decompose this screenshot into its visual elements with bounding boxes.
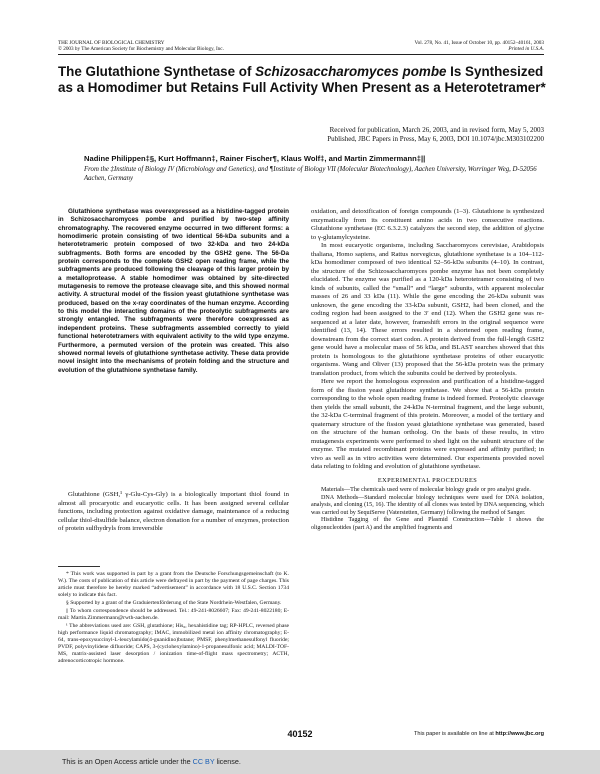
journal-name: THE JOURNAL OF BIOLOGICAL CHEMISTRY bbox=[58, 40, 165, 46]
methods-paragraph: DNA Methods—Standard molecular biology techniques were used for DNA isolation, analysis, and cloning (15, 16). The identity of all clones was tested by DNA sequencing, which was carried out by SequiServe (Vaterstetten, Germany) following the method of Sanger. bbox=[311, 494, 544, 516]
footnote-funding: * This work was supported in part by a grant from the Deutsche Forschungsgemeinschaft (to K. W.). The costs of publication of this article were defrayed in part by the payment of page charges. This article must therefore be hereby marked “advertisement” in accordance with 18 U.S.C. Section 1734 solely to indicate this fact. bbox=[58, 571, 289, 598]
article-title bbox=[58, 64, 548, 95]
copyright-line: © 2003 by The American Society for Biochemistry and Molecular Biology, Inc. bbox=[58, 46, 224, 53]
footnote-abbreviations: ¹ The abbreviations used are: GSH, glutathione; His₆, hexahistidine tag; RP-HPLC, reversed phase high performance liquid chromatography; IMAC, immobilized metal ion affinity chromatography; E-64, trans-epoxysuccinyl-L-leucylamido(4-guanidino)butane; PMSF, phenylmethanesulfonyl fluoride; PVDF, polyvinylidene difluoride; CAPS, 3-(cyclohexylamino)-1-propanesulfonic acid; MALDI-TOF-MS, matrix-assisted laser desorption / ionization time-of-flight mass spectrometry; ACTH, adrenocorticotropic hormone. bbox=[58, 623, 289, 664]
availability-line bbox=[414, 731, 544, 737]
footnotes bbox=[58, 571, 289, 666]
methods-paragraph: Histidine Tagging of the Gene and Plasmid Construction—Table I shows the oligonucleotides (part A) and the amplified fragments and bbox=[311, 517, 544, 531]
affiliation: From the ‡Institute of Biology IV (Microbiology and Genetics), and ¶Institute of Biology VII (Molecular Biotechnology), Aachen University, Worringer Weg, D-52056 Aachen, Germany bbox=[84, 166, 537, 182]
journal-header bbox=[58, 40, 224, 53]
printed-line: Printed in U.S.A. bbox=[508, 46, 544, 53]
footnote-rule bbox=[58, 566, 100, 567]
open-access-notice bbox=[62, 757, 241, 766]
author-list: Nadine Philippen‡§, Kurt Hoffmann‡, Rainer Fischer¶, Klaus Wolf‡, and Martin Zimmermann‡|| bbox=[84, 154, 426, 163]
volume-line: Vol. 278, No. 41, Issue of October 10, pp. 40152–40161, 2003 bbox=[414, 40, 544, 46]
journal-link[interactable]: http://www.jbc.org bbox=[495, 731, 544, 737]
abstract: Glutathione synthetase was overexpressed as a histidine-tagged protein in Schizosaccharomyces pombe and purified by two-step affinity chromatography. The recovered enzyme occurred in two different forms: a homodimeric protein consisting of two identical 56-kDa subunits and a heterotetrameric protein composed of two 32-kDa and two 24-kDa subfragments. Both forms are encoded by the GSH2 gene. The 56-Da protein corresponds to the complete GSH2 open reading frame, while the subfragments are produced following the cleavage of this larger protein by a metalloprotease. A stable homodimer was obtained by site-directed mutagenesis to remove the protease cleavage site, and this showed normal activity. A structural model of the fission yeast glutathione synthetase was produced, based on the x-ray coordinates of the human enzyme. According to this model the interacting domains of the proteolytic subfragments are strongly entangled. The subfragments were therefore coexpressed as independent proteins. These subfragments assembled correctly to yield functional heterotetramers with equivalent activity to the wild type enzyme. Furthermore, a permuted version of the protein was created. This also showed normal levels of glutathione synthetase activity. These data provide novel insight into the mechanisms of protein folding and the structure and evolution of the glutathione synthetase family. bbox=[58, 208, 289, 374]
publication-dates bbox=[224, 126, 544, 144]
body-paragraph: In most eucaryotic organisms, including Saccharomyces cerevisiae, Arabidopsis thaliana, Homo sapiens, and Rattus norvegicus, glutathione synthetase is a 104–112-kDa homodimer composed of two identical 52–56-kDa subunits (4–10). In contrast, the structure of the Schizosaccharomyces pombe enzyme has not been completely elucidated. The enzyme was purified as a 120-kDa heterotetramer consisting of two kinds of subunits, called the “small” and “large” subunits, with apparent molecular masses of 26 and 33 kDa (11). While the gene encoding the 26-kDa subunit was unknown, the gene encoding the 33-kDa subunit, GSH2, had been cloned, and the coding region had been assigned to the 3′ end (12). When the GSH2 gene was re-sequenced at a later date, however, frameshift errors in the original sequence were identified (13, 14). These errors resulted in a shortened open reading frame, downstream from the correct start codon. A protein derived from the full-length GSH2 gene would have a molecular mass of 56 kDa, and BLAST searches showed that this protein is homologous to the glutathione synthetase proteins of other eucaryotic organisms. Wang and Oliver (13) proposed that the 56-kDa protein was the primary translation product, from which the subunits could be derived by proteolysis. bbox=[311, 242, 544, 377]
title-part-2: Is Synthesized as a Homodimer but Retains Full Activity When Present as a Heterotetramer* bbox=[58, 64, 546, 95]
open-access-prefix: This is an Open Access article under the bbox=[62, 757, 193, 766]
published-line: Published, JBC Papers in Press, May 6, 2003, DOI 10.1074/jbc.M303102200 bbox=[327, 135, 544, 143]
footnote-correspondence: || To whom correspondence should be addressed. Tel.: 49-241-8026607; Fax: 49-241-8022180; E-mail: Martin.Zimmermann@rwth-aachen.de. bbox=[58, 608, 289, 621]
introduction-paragraph: Glutathione (GSH,¹ γ-Glu-Cys-Gly) is a biologically important thiol found in almost all procaryotic and eucaryotic cells. It has been assigned several cellular functions, including protection against oxidative damage, maintenance of a reducing cellular thiol-disulfide balance, electron donation for a number of enzymes, protection of protein sulfhydryls from irreversible bbox=[58, 491, 289, 532]
right-column bbox=[311, 208, 544, 533]
received-line: Received for publication, March 26, 2003, and in revised form, May 5, 2003 bbox=[329, 126, 544, 134]
open-access-suffix: license. bbox=[214, 757, 241, 766]
volume-header bbox=[415, 40, 544, 53]
title-species: Schizosaccharomyces pombe bbox=[255, 64, 447, 79]
header-rule bbox=[58, 54, 544, 55]
body-paragraph: oxidation, and detoxification of foreign compounds (1–3). Glutathione is synthesized enzymatically from its constituent amino acids in two consecutive reactions. Glutathione synthetase (EC 6.3.2.3) catalyzes the second step, the addition of glycine to γ-glutamylcysteine. bbox=[311, 208, 544, 241]
footnote-grant: § Supported by a grant of the Graduiertenförderung of the State Nordrhein-Westfalen, Germany. bbox=[66, 600, 282, 606]
page-number: 40152 bbox=[287, 729, 313, 739]
availability-text: This paper is available on line at bbox=[413, 731, 496, 737]
body-paragraph: Here we report the homologous expression and purification of a histidine-tagged form of the fission yeast glutathione synthetase. We show that a 56-kDa protein corresponding to the whole open reading frame is indeed formed. Proteolytic cleavage then yields the small subunit, the 24-kDa N-terminal fragment, and the large subunit, the 32-kDa C-terminal fragment of this protein. Moreover, a model of the tertiary and quaternary structure of the fission yeast glutathione synthetase was generated, based on the structure of the human ortholog. On the basis of these results, in vitro mutagenesis experiments were performed to shed light on the subunit structure of the enzyme. The mutated recombinant proteins were expressed and affinity purified; in vivo as well as in vitro activities were determined. Our experiments provided novel data relating to folding and evolution of glutathione synthetase. bbox=[311, 378, 544, 470]
license-link[interactable]: CC BY bbox=[192, 757, 215, 766]
methods-paragraph: Materials—The chemicals used were of molecular biology grade or pro analysi grade. bbox=[321, 487, 531, 493]
title-part-1: The Glutathione Synthetase of bbox=[58, 64, 256, 79]
section-heading: EXPERIMENTAL PROCEDURES bbox=[377, 476, 478, 484]
